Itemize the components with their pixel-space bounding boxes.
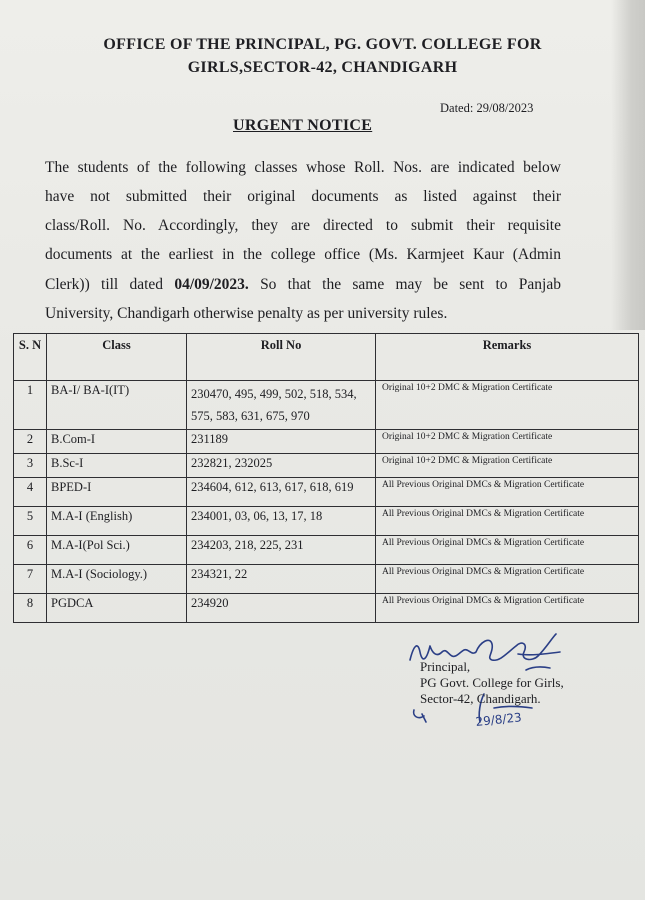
body-line-deadline <box>45 276 561 294</box>
cell-remarks: Original 10+2 DMC & Migration Certificate <box>376 454 639 478</box>
cell-remarks: All Previous Original DMCs & Migration Certificate <box>376 565 639 594</box>
cell-class: B.Sc-I <box>47 454 187 478</box>
deadline-prefix: Clerk)) till dated <box>45 276 175 293</box>
deadline-date: 04/09/2023. <box>174 276 249 293</box>
cell-roll: 234920 <box>187 594 376 623</box>
cell-remarks: All Previous Original DMCs & Migration Certificate <box>376 594 639 623</box>
cell-sn: 2 <box>14 430 47 454</box>
cell-remarks: All Previous Original DMCs & Migration Certificate <box>376 536 639 565</box>
table-row <box>14 381 639 430</box>
cell-class: PGDCA <box>47 594 187 623</box>
cell-class: M.A-I (English) <box>47 507 187 536</box>
cell-sn: 7 <box>14 565 47 594</box>
header-roll: Roll No <box>187 334 376 381</box>
cell-roll: 232821, 232025 <box>187 454 376 478</box>
table-header-row <box>14 334 639 381</box>
cell-roll: 230470, 495, 499, 502, 518, 534, 575, 583, 631, 675, 970 <box>187 381 376 430</box>
cell-roll: 234001, 03, 06, 13, 17, 18 <box>187 507 376 536</box>
table-row <box>14 478 639 507</box>
cell-roll: 234604, 612, 613, 617, 618, 619 <box>187 478 376 507</box>
cell-class: BPED-I <box>47 478 187 507</box>
pending-documents-table <box>13 333 639 623</box>
cell-sn: 3 <box>14 454 47 478</box>
cell-roll: 234203, 218, 225, 231 <box>187 536 376 565</box>
header-class: Class <box>47 334 187 381</box>
table-row <box>14 507 639 536</box>
body-line: class/Roll. No. Accordingly, they are directed to submit their requisite <box>45 217 561 234</box>
cell-class: M.A-I(Pol Sci.) <box>47 536 187 565</box>
deadline-tail: So that the same may be sent to Panjab <box>260 276 561 293</box>
office-heading-line2: GIRLS,SECTOR-42, CHANDIGARH <box>187 59 458 76</box>
cell-roll: 231189 <box>187 430 376 454</box>
cell-sn: 6 <box>14 536 47 565</box>
body-line: have not submitted their original documents as listed against their <box>45 188 561 205</box>
cell-sn: 8 <box>14 594 47 623</box>
cell-class: M.A-I (Sociology.) <box>47 565 187 594</box>
cell-roll: 234321, 22 <box>187 565 376 594</box>
body-line: documents at the earliest in the college office (Ms. Karmjeet Kaur (Admin <box>45 246 561 263</box>
cell-sn: 5 <box>14 507 47 536</box>
signatory-location: Sector-42, Chandigarh. <box>420 691 541 706</box>
table-row <box>14 565 639 594</box>
cell-sn: 1 <box>14 381 47 430</box>
cell-remarks: All Previous Original DMCs & Migration Certificate <box>376 478 639 507</box>
cell-sn: 4 <box>14 478 47 507</box>
table-row <box>14 454 639 478</box>
notice-date: Dated: 29/08/2023 <box>440 101 534 115</box>
header-remarks: Remarks <box>376 334 639 381</box>
handwritten-date: 29/8/23 <box>474 710 523 729</box>
table-row <box>14 536 639 565</box>
body-line: University, Chandigarh otherwise penalty as per university rules. <box>45 305 448 322</box>
office-heading-line1: OFFICE OF THE PRINCIPAL, PG. GOVT. COLLEGE FOR <box>103 36 542 53</box>
body-line: The students of the following classes whose Roll. Nos. are indicated below <box>45 159 561 176</box>
cell-remarks: Original 10+2 DMC & Migration Certificate <box>376 381 639 430</box>
header-sn: S. N <box>14 334 47 381</box>
cell-remarks: Original 10+2 DMC & Migration Certificate <box>376 430 639 454</box>
table-row <box>14 430 639 454</box>
deadline-suffix <box>249 276 260 293</box>
table-row <box>14 594 639 623</box>
signatory-college: PG Govt. College for Girls, <box>420 675 564 690</box>
signature-block <box>420 659 564 707</box>
cell-class: BA-I/ BA-I(IT) <box>47 381 187 430</box>
notice-title: URGENT NOTICE <box>233 117 373 134</box>
cell-class: B.Com-I <box>47 430 187 454</box>
cell-remarks: All Previous Original DMCs & Migration Certificate <box>376 507 639 536</box>
signatory-designation: Principal, <box>420 659 471 674</box>
